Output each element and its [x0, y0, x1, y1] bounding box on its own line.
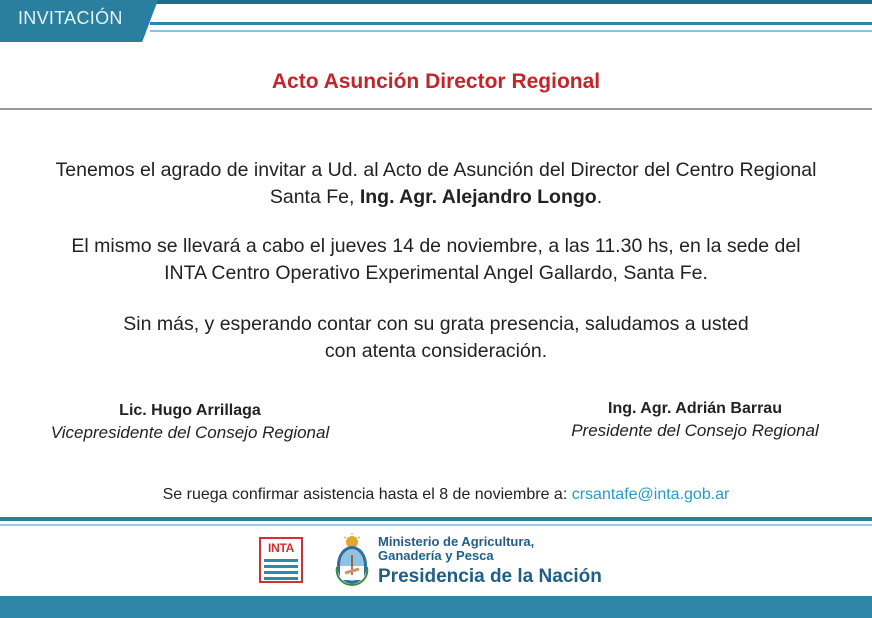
rsvp-email-link[interactable]: crsantafe@inta.gob.ar	[571, 486, 730, 503]
inta-logo-stripe	[264, 565, 298, 568]
signature-left-role: Vicepresidente del Consejo Regional	[50, 423, 330, 442]
director-name: Ing. Agr. Alejandro Longo	[359, 186, 597, 208]
invitation-title: Acto Asunción Director Regional	[271, 70, 601, 93]
paragraph-2-line-2: INTA Centro Operativo Experimental Angel Gallardo, Santa Fe.	[164, 262, 708, 284]
invitation-paragraph-3	[0, 311, 872, 365]
footer-rule	[0, 517, 872, 521]
argentina-coat-of-arms-icon	[333, 533, 371, 587]
rsvp-text: Se ruega confirmar asistencia hasta el 8 de noviembre a:	[162, 486, 572, 503]
invitation-paragraph-2	[0, 233, 872, 287]
header-stripe	[150, 22, 872, 25]
signature-right	[530, 398, 860, 442]
paragraph-1-period: .	[596, 186, 603, 208]
paragraph-3-line-2: con atenta consideración.	[324, 340, 548, 362]
footer-bottom-band	[0, 596, 872, 618]
paragraph-1-line-2	[0, 184, 872, 211]
paragraph-2-line-1: El mismo se llevará a cabo el jueves 14 de noviembre, a las 11.30 hs, en la sede del	[71, 235, 801, 257]
rsvp-line	[0, 486, 872, 504]
presidency-line: Presidencia de la Nación	[378, 566, 602, 587]
signature-right-role: Presidente del Consejo Regional	[571, 421, 819, 440]
inta-logo-stripe	[264, 577, 298, 580]
header-banner	[0, 0, 872, 44]
ministry-line-1: Ministerio de Agricultura,	[378, 534, 535, 549]
inta-logo	[259, 537, 303, 583]
invitation-paragraph-1	[0, 157, 872, 211]
invitation-tab-label: INVITACIÓN	[18, 8, 123, 28]
inta-logo-stripe	[264, 571, 298, 574]
inta-logo-stripe	[264, 559, 298, 562]
signature-left-name: Lic. Hugo Arrillaga	[119, 402, 261, 419]
signature-right-name: Ing. Agr. Adrián Barrau	[608, 400, 782, 417]
header-stripe-light	[150, 30, 872, 32]
inta-logo-text: INTA	[268, 541, 294, 555]
paragraph-3-line-1: Sin más, y esperando contar con su grata presencia, saludamos a usted	[123, 313, 749, 335]
signature-left	[20, 400, 360, 444]
paragraph-1-text: Santa Fe,	[269, 186, 360, 208]
ministry-block	[378, 535, 602, 589]
paragraph-1-line-1: Tenemos el agrado de invitar a Ud. al Acto de Asunción del Director del Centro Regional	[55, 159, 817, 181]
ministry-line-2: Ganadería y Pesca	[378, 548, 494, 563]
title-divider	[0, 108, 872, 110]
